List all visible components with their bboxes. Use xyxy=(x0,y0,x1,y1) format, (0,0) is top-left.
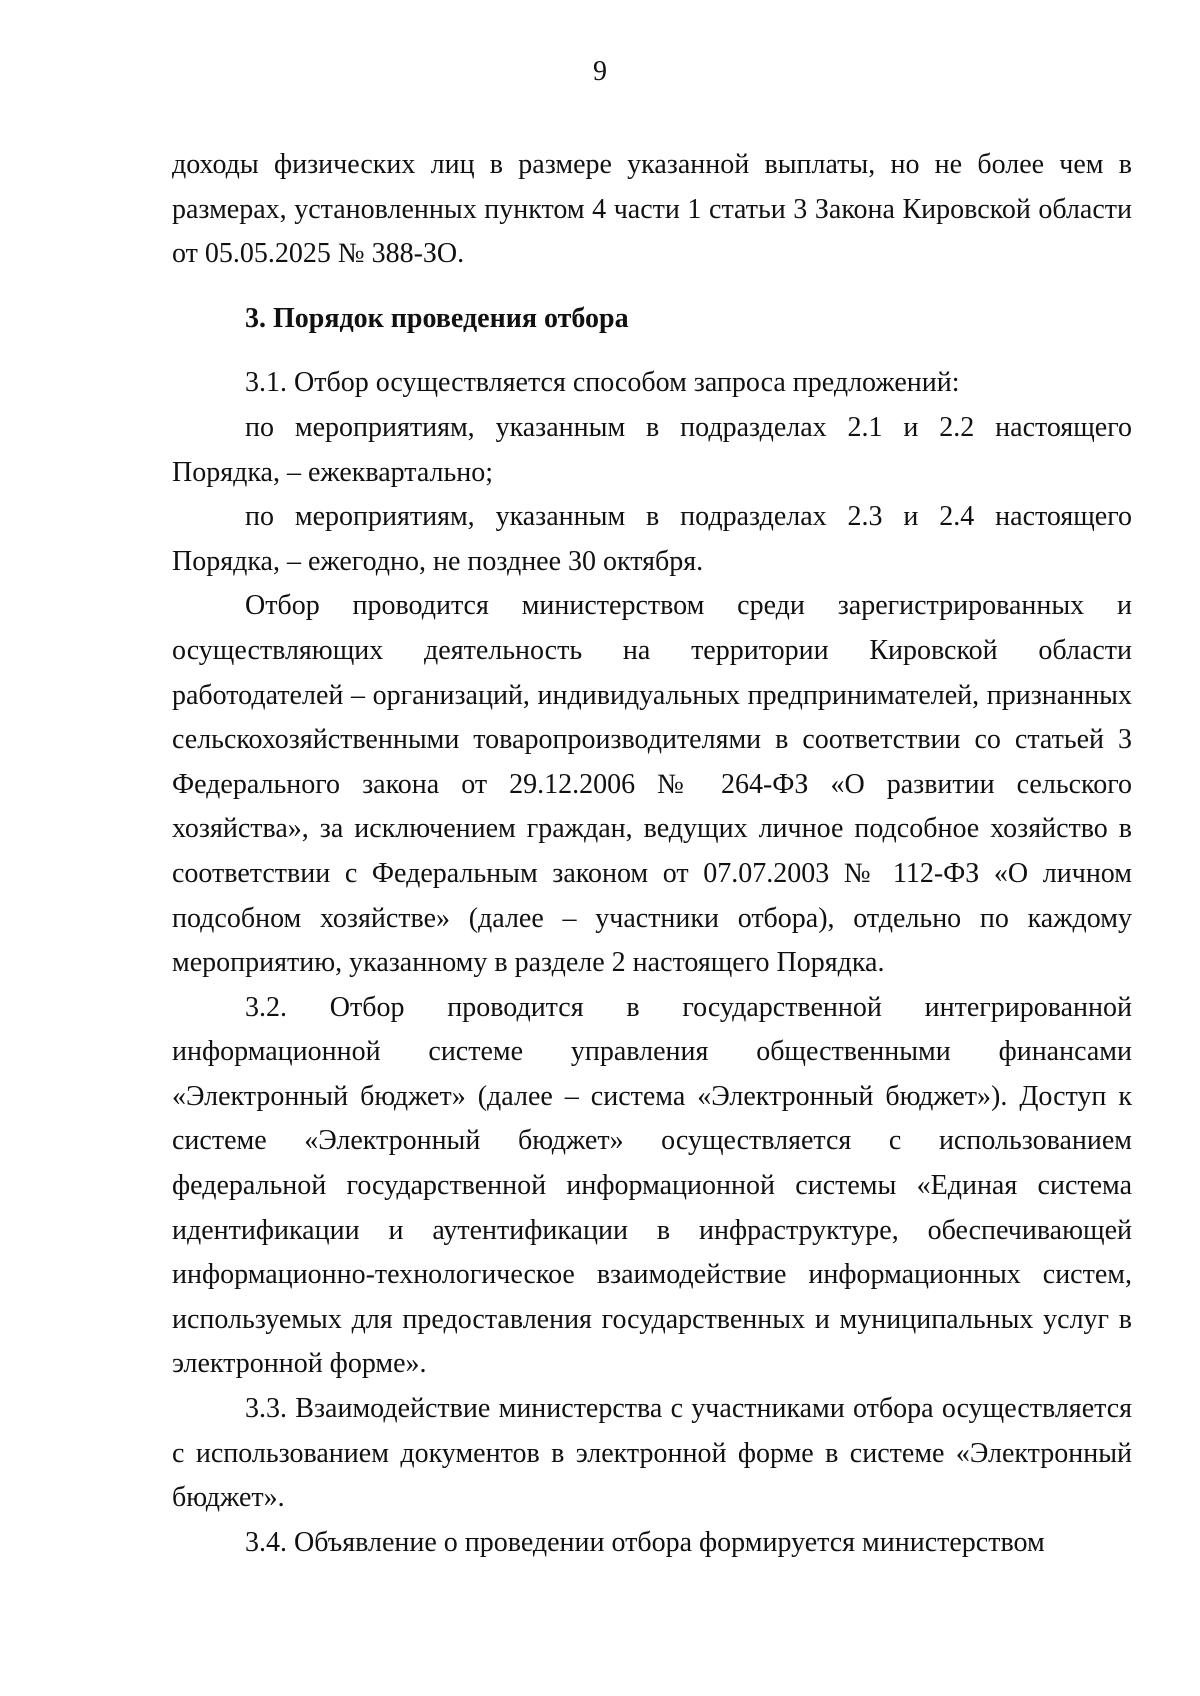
document-body xyxy=(172,143,1132,1565)
paragraph-3-2: 3.2. Отбор проводится в государственной интегрированной информационной системе управления общественными финансами «Электронный бюджет» (далее – система «Электронный бюджет»). Доступ к системе «Электронный бюджет» осуществляется с использованием федеральной государственной информационной системы «Единая система идентификации и аутентификации в инфраструктуре, обеспечивающей информационно-технологическое взаимодействие информационных систем, используемых для предоставления государственных и муниципальных услуг в электронной форме». xyxy=(172,991,1132,1380)
paragraph-3-1-yearly: по мероприятиям, указанным в подразделах 2.3 и 2.4 настоящего Порядка, – ежегодно, не позднее 30 октября. xyxy=(172,501,1132,577)
page-number: 9 xyxy=(593,56,607,87)
paragraph-3-1-quarterly: по мероприятиям, указанным в подразделах 2.1 и 2.2 настоящего Порядка, – ежеквартально; xyxy=(172,411,1132,488)
section-heading: 3. Порядок проведения отбора xyxy=(245,302,629,334)
paragraph-selection-participants: Отбор проводится министерством среди зарегистрированных и осуществляющих деятельность на территории Кировской области работодателей – организаций, индивидуальных предпринимателей, признанных сельскохозяйственными товаропроизводителями в соответствии со статьей 3 Федерального закона от 29.12.2006 № 264-ФЗ «О развитии сельского хозяйства», за исключением граждан, ведущих личное подсобное хозяйство в соответствии с Федеральным законом от 07.07.2003 № 112-ФЗ «О личном подсобном хозяйстве» (далее – участники отбора), отдельно по каждому мероприятию, указанному в разделе 2 настоящего Порядка. xyxy=(172,590,1132,979)
paragraph-3-3: 3.3. Взаимодействие министерства с участниками отбора осуществляется с использованием документов в электронной форме в системе «Электронный бюджет». xyxy=(172,1393,1132,1514)
paragraph-3-4: 3.4. Объявление о проведении отбора формируется министерством xyxy=(245,1526,1045,1558)
paragraph-3-1: 3.1. Отбор осуществляется способом запроса предложений: xyxy=(245,367,960,399)
intro-paragraph: доходы физических лиц в размере указанной выплаты, но не более чем в размерах, установленных пунктом 4 части 1 статьи 3 Закона Кировской области от 05.05.2025 № 388-ЗО. xyxy=(172,149,1132,270)
